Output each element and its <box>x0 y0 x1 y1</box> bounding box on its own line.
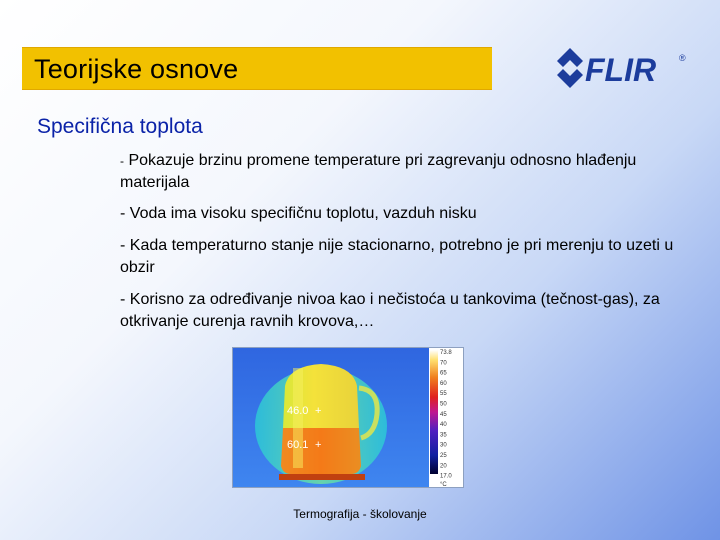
bullet-dash: - <box>120 237 126 254</box>
scale-tick-label: 73.8 <box>440 350 452 356</box>
bullet-item <box>120 203 680 225</box>
bullet-text: Pokazuje brzinu promene temperature pri zagrevanju odnosno hlađenju materijala <box>120 152 637 191</box>
color-scale-bar <box>430 350 438 474</box>
scale-tick-label: 17.0 <box>440 473 452 480</box>
bullet-dash: - <box>120 205 126 222</box>
flir-logo-text: FLIR <box>585 52 657 88</box>
scale-tick-label: 65 <box>440 370 447 377</box>
bullet-dash: - <box>120 154 124 168</box>
scale-tick-label: 30 <box>440 442 447 449</box>
scale-tick-label: 40 <box>440 422 447 429</box>
bullet-text: Kada temperaturno stanje nije stacionarno, potrebno je pri merenju to uzeti u obzir <box>120 237 674 276</box>
crosshair-icon: + <box>315 439 322 451</box>
scale-tick-label: 70 <box>440 360 447 367</box>
flir-logo <box>555 45 690 91</box>
bullet-text: Voda ima visoku specifičnu toplotu, vazduh nisku <box>125 205 477 222</box>
scale-tick-label: 55 <box>440 391 447 398</box>
scale-tick-label: 25 <box>440 453 447 459</box>
spot-reading-2: 60.1 <box>287 439 309 451</box>
page-title: Teorijske osnove <box>34 54 239 84</box>
scale-tick-label: 35 <box>440 432 447 439</box>
bullet-dash: - <box>120 291 126 308</box>
scale-unit: °C <box>440 482 447 488</box>
footer-text: Termografija - školovanje <box>293 507 427 521</box>
flir-diamond-icon <box>557 48 583 88</box>
scale-tick-label: 45 <box>440 411 447 418</box>
bullet-text: Korisno za određivanje nivoa kao i nečistoća u tankovima (tečnost-gas), za otkrivanje curenja ravnih krovova,… <box>120 291 660 330</box>
bullet-item <box>120 289 680 333</box>
bullet-item <box>120 235 680 279</box>
registered-mark: ® <box>679 53 686 63</box>
scale-tick-label: 20 <box>440 463 447 470</box>
spot-reading-1: 46.0 <box>287 405 309 417</box>
thermal-image-graphic <box>233 348 464 488</box>
thermal-image <box>232 347 464 488</box>
section-subtitle: Specifična toplota <box>37 115 203 138</box>
scale-tick-label: 60 <box>440 380 447 387</box>
scale-tick-label: 50 <box>440 401 447 408</box>
kettle-highlight <box>293 368 303 468</box>
bullet-item <box>120 150 680 194</box>
crosshair-icon: + <box>315 405 322 417</box>
kettle-base <box>279 474 365 480</box>
